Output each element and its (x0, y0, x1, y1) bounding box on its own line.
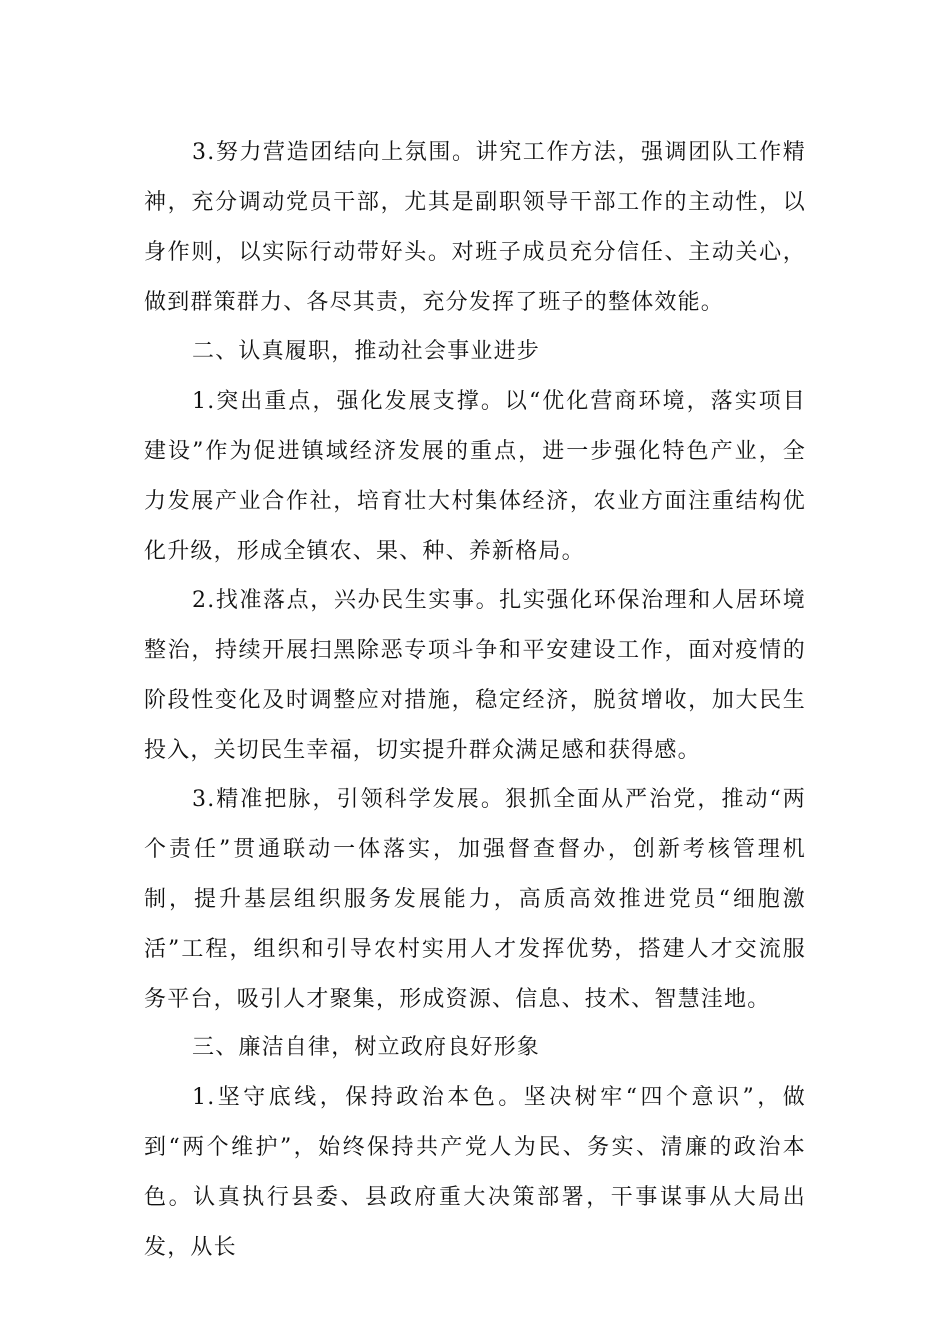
paragraph-scientific-development: 3.精准把脉，引领科学发展。狠抓全面从严治党，推动“两个责任”贯通联动一体落实，加强督查督办，创新考核管理机制，提升基层组织服务发展能力，高质高效推进党员“细胞激活”工程，组织和引导农村实用人才发挥优势，搭建人才交流服务平台，吸引人才聚集，形成资源、信息、技术、智慧洼地。 (144, 787, 806, 1012)
paragraph-development-support: 1.突出重点，强化发展支撑。以“优化营商环境，落实项目建设”作为促进镇域经济发展的重点，进一步强化特色产业，全力发展产业合作社，培育壮大村集体经济，农业方面注重结构优化升级，形成全镇农、果、种、养新格局。 (144, 389, 806, 564)
paragraph-political-integrity: 1.坚守底线，保持政治本色。坚决树牢“四个意识”，做到“两个维护”，始终保持共产党人为民、务实、清廉的政治本色。认真执行县委、县政府重大决策部署，干事谋事从大局出发，从长 (144, 1085, 806, 1260)
paragraph-livelihood: 2.找准落点，兴办民生实事。扎实强化环保治理和人居环境整治，持续开展扫黑除恶专项斗争和平安建设工作，面对疫情的阶段性变化及时调整应对措施，稳定经济，脱贫增收，加大民生投入，关切民生幸福，切实提升群众满足感和获得感。 (144, 588, 806, 763)
paragraph-team-atmosphere: 3.努力营造团结向上氛围。讲究工作方法，强调团队工作精神，充分调动党员干部，尤其是副职领导干部工作的主动性，以身作则，以实际行动带好头。对班子成员充分信任、主动关心，做到群策群力、各尽其责，充分发挥了班子的整体效能。 (144, 140, 806, 315)
section-heading-duties: 二、认真履职，推动社会事业进步 (192, 339, 541, 364)
section-heading-integrity: 三、廉洁自律，树立政府良好形象 (192, 1035, 541, 1060)
